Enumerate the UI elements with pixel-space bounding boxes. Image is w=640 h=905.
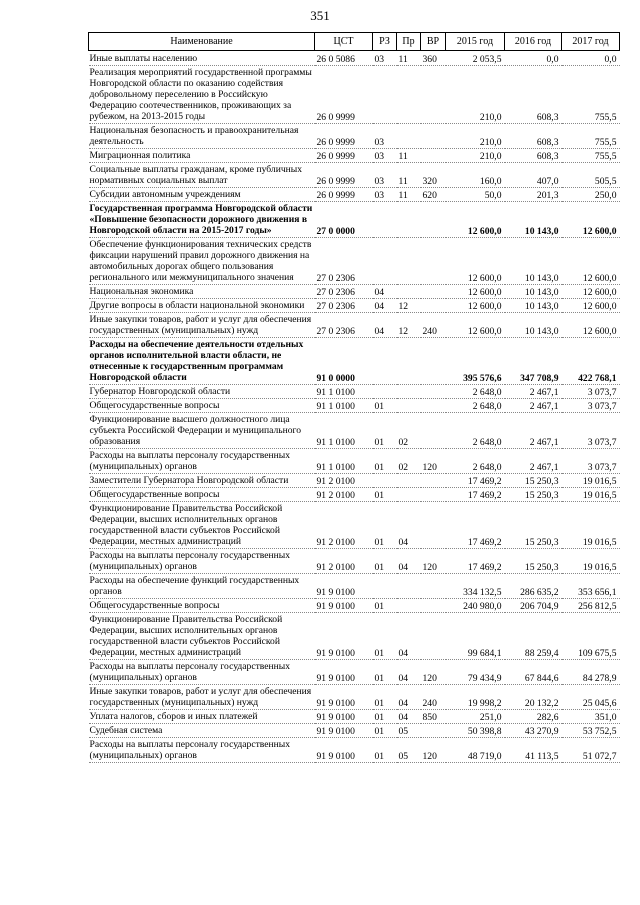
cell-name: Общегосударственные вопросы (89, 599, 315, 613)
cell-rz: 01 (373, 599, 397, 613)
cell-2016: 0,0 (505, 51, 562, 66)
cell-vr: 620 (421, 188, 446, 202)
cell-pr (397, 474, 421, 488)
cell-2017: 19 016,5 (562, 549, 620, 574)
cell-name: Заместители Губернатора Новгородской области (89, 474, 315, 488)
cell-2017: 84 278,9 (562, 660, 620, 685)
cell-2015: 12 600,0 (446, 238, 505, 285)
cell-pr: 11 (397, 188, 421, 202)
cell-pr (397, 488, 421, 502)
table-row (89, 385, 620, 399)
cell-pr (397, 202, 421, 238)
table-body (89, 51, 620, 763)
cell-pr (397, 338, 421, 385)
cell-2017: 3 073,7 (562, 399, 620, 413)
cell-vr (421, 502, 446, 549)
cell-2016: 10 143,0 (505, 299, 562, 313)
cell-vr (421, 399, 446, 413)
table-row (89, 724, 620, 738)
cell-rz: 01 (373, 724, 397, 738)
cell-cst: 26 0 9999 (315, 163, 373, 188)
cell-pr: 04 (397, 685, 421, 710)
cell-cst: 27 0 2306 (315, 285, 373, 299)
cell-2017: 12 600,0 (562, 299, 620, 313)
cell-rz (373, 338, 397, 385)
cell-name: Национальная безопасность и правоохранительная деятельность (89, 124, 315, 149)
cell-2017: 12 600,0 (562, 238, 620, 285)
cell-2015: 79 434,9 (446, 660, 505, 685)
cell-name: Губернатор Новгородской области (89, 385, 315, 399)
cell-name: Национальная экономика (89, 285, 315, 299)
cell-vr (421, 338, 446, 385)
cell-rz (373, 66, 397, 124)
cell-2016: 282,6 (505, 710, 562, 724)
table-row (89, 163, 620, 188)
table-row (89, 188, 620, 202)
cell-cst: 91 2 0100 (315, 502, 373, 549)
budget-table (88, 32, 620, 763)
cell-rz (373, 202, 397, 238)
cell-pr: 12 (397, 299, 421, 313)
cell-vr (421, 124, 446, 149)
cell-2016: 88 259,4 (505, 613, 562, 660)
cell-name: Общегосударственные вопросы (89, 399, 315, 413)
cell-cst: 27 0 2306 (315, 238, 373, 285)
cell-2016: 407,0 (505, 163, 562, 188)
cell-name: Расходы на выплаты персоналу государственных (муниципальных) органов (89, 660, 315, 685)
cell-2015: 12 600,0 (446, 299, 505, 313)
cell-vr (421, 724, 446, 738)
cell-2017: 422 768,1 (562, 338, 620, 385)
cell-cst: 26 0 9999 (315, 188, 373, 202)
cell-rz: 01 (373, 660, 397, 685)
cell-2017: 755,5 (562, 66, 620, 124)
cell-pr: 12 (397, 313, 421, 338)
header-rz: РЗ (373, 33, 397, 51)
cell-vr (421, 474, 446, 488)
cell-2015: 334 132,5 (446, 574, 505, 599)
cell-name: Социальные выплаты гражданам, кроме публичных нормативных социальных выплат (89, 163, 315, 188)
table-row (89, 51, 620, 66)
cell-pr (397, 238, 421, 285)
cell-2015: 2 648,0 (446, 413, 505, 449)
cell-2016: 2 467,1 (505, 413, 562, 449)
cell-pr: 02 (397, 449, 421, 474)
cell-2017: 755,5 (562, 149, 620, 163)
cell-2016: 201,3 (505, 188, 562, 202)
cell-2017: 109 675,5 (562, 613, 620, 660)
cell-2017: 12 600,0 (562, 202, 620, 238)
cell-cst: 91 1 0100 (315, 385, 373, 399)
cell-pr: 04 (397, 660, 421, 685)
cell-rz: 01 (373, 399, 397, 413)
cell-rz: 04 (373, 299, 397, 313)
cell-cst: 91 1 0100 (315, 413, 373, 449)
cell-rz (373, 574, 397, 599)
cell-cst: 91 9 0100 (315, 724, 373, 738)
cell-rz: 03 (373, 163, 397, 188)
cell-rz (373, 474, 397, 488)
cell-2015: 50 398,8 (446, 724, 505, 738)
header-name: Наименование (89, 33, 315, 51)
cell-cst: 27 0 2306 (315, 313, 373, 338)
cell-pr: 04 (397, 502, 421, 549)
cell-vr: 120 (421, 660, 446, 685)
cell-2015: 17 469,2 (446, 488, 505, 502)
table-row (89, 685, 620, 710)
header-2016: 2016 год (505, 33, 562, 51)
cell-name: Уплата налогов, сборов и иных платежей (89, 710, 315, 724)
cell-2017: 3 073,7 (562, 385, 620, 399)
cell-pr (397, 66, 421, 124)
page-number: 351 (310, 8, 330, 23)
cell-2016: 15 250,3 (505, 502, 562, 549)
cell-rz: 01 (373, 710, 397, 724)
cell-pr: 04 (397, 549, 421, 574)
cell-2015: 2 053,5 (446, 51, 505, 66)
table-row (89, 66, 620, 124)
cell-rz: 01 (373, 413, 397, 449)
cell-2017: 12 600,0 (562, 285, 620, 299)
cell-2015: 19 998,2 (446, 685, 505, 710)
cell-2016: 10 143,0 (505, 238, 562, 285)
cell-rz: 01 (373, 613, 397, 660)
cell-rz: 01 (373, 449, 397, 474)
cell-2017: 250,0 (562, 188, 620, 202)
cell-pr: 02 (397, 413, 421, 449)
table-row (89, 449, 620, 474)
cell-pr: 05 (397, 724, 421, 738)
cell-2015: 240 980,0 (446, 599, 505, 613)
cell-name: Обеспечение функционирования технических средств фиксации нарушений правил дорожного движения на автомобильных дорогах общего пользования регионального или межмуниципального значения (89, 238, 315, 285)
cell-rz: 01 (373, 738, 397, 763)
cell-vr (421, 66, 446, 124)
cell-rz: 04 (373, 313, 397, 338)
cell-2015: 395 576,6 (446, 338, 505, 385)
cell-2017: 755,5 (562, 124, 620, 149)
cell-rz: 01 (373, 549, 397, 574)
cell-vr: 120 (421, 549, 446, 574)
header-2017: 2017 год (562, 33, 620, 51)
cell-2017: 19 016,5 (562, 502, 620, 549)
cell-vr: 120 (421, 449, 446, 474)
cell-cst: 91 9 0100 (315, 738, 373, 763)
cell-pr (397, 285, 421, 299)
cell-2017: 351,0 (562, 710, 620, 724)
cell-vr: 240 (421, 313, 446, 338)
table-row (89, 613, 620, 660)
cell-vr (421, 285, 446, 299)
cell-2017: 19 016,5 (562, 474, 620, 488)
cell-2015: 210,0 (446, 124, 505, 149)
cell-vr (421, 149, 446, 163)
cell-2016: 608,3 (505, 66, 562, 124)
table-row (89, 660, 620, 685)
cell-2015: 99 684,1 (446, 613, 505, 660)
table-row (89, 202, 620, 238)
cell-name: Расходы на выплаты персоналу государственных (муниципальных) органов (89, 449, 315, 474)
cell-2017: 0,0 (562, 51, 620, 66)
cell-rz: 01 (373, 502, 397, 549)
cell-2017: 3 073,7 (562, 413, 620, 449)
cell-cst: 26 0 9999 (315, 149, 373, 163)
cell-cst: 26 0 9999 (315, 66, 373, 124)
cell-vr (421, 202, 446, 238)
cell-name: Иные выплаты населению (89, 51, 315, 66)
cell-pr (397, 385, 421, 399)
cell-2016: 10 143,0 (505, 202, 562, 238)
cell-2015: 12 600,0 (446, 285, 505, 299)
cell-rz: 03 (373, 188, 397, 202)
header-vr: ВР (421, 33, 446, 51)
cell-rz (373, 385, 397, 399)
cell-vr (421, 238, 446, 285)
cell-pr (397, 399, 421, 413)
table-row (89, 710, 620, 724)
cell-2015: 17 469,2 (446, 474, 505, 488)
table-row (89, 399, 620, 413)
cell-2016: 608,3 (505, 124, 562, 149)
cell-name: Субсидии автономным учреждениям (89, 188, 315, 202)
cell-name: Функционирование высшего должностного лица субъекта Российской Федерации и муниципального образования (89, 413, 315, 449)
cell-2016: 67 844,6 (505, 660, 562, 685)
cell-2015: 2 648,0 (446, 399, 505, 413)
cell-2016: 41 113,5 (505, 738, 562, 763)
cell-cst: 91 0 0000 (315, 338, 373, 385)
cell-vr (421, 613, 446, 660)
table-row (89, 124, 620, 149)
cell-name: Реализация мероприятий государственной программы Новгородской области по оказанию содействия добровольному переселению в Российскую Федерацию соотечественников, проживающих за рубежом, на 2013-2015 годы (89, 66, 315, 124)
cell-pr: 11 (397, 163, 421, 188)
cell-2016: 10 143,0 (505, 313, 562, 338)
cell-rz: 01 (373, 685, 397, 710)
cell-2016: 43 270,9 (505, 724, 562, 738)
cell-cst: 91 9 0100 (315, 685, 373, 710)
table-row (89, 149, 620, 163)
cell-cst: 91 2 0100 (315, 474, 373, 488)
table-row (89, 413, 620, 449)
cell-pr: 05 (397, 738, 421, 763)
cell-vr (421, 299, 446, 313)
cell-name: Иные закупки товаров, работ и услуг для обеспечения государственных (муниципальных) нужд (89, 685, 315, 710)
cell-2016: 20 132,2 (505, 685, 562, 710)
cell-2015: 251,0 (446, 710, 505, 724)
cell-cst: 91 9 0100 (315, 613, 373, 660)
cell-2016: 2 467,1 (505, 449, 562, 474)
cell-2017: 19 016,5 (562, 488, 620, 502)
table-row (89, 502, 620, 549)
cell-rz: 03 (373, 51, 397, 66)
cell-cst: 91 9 0100 (315, 574, 373, 599)
header-cst: ЦСТ (315, 33, 373, 51)
cell-rz: 03 (373, 124, 397, 149)
cell-rz (373, 238, 397, 285)
table-row (89, 338, 620, 385)
cell-vr (421, 574, 446, 599)
cell-cst: 91 9 0100 (315, 660, 373, 685)
table-row (89, 299, 620, 313)
cell-pr: 11 (397, 149, 421, 163)
cell-2017: 25 045,6 (562, 685, 620, 710)
cell-2016: 10 143,0 (505, 285, 562, 299)
cell-2015: 160,0 (446, 163, 505, 188)
table-row (89, 599, 620, 613)
cell-cst: 91 9 0100 (315, 599, 373, 613)
cell-2015: 2 648,0 (446, 449, 505, 474)
header-2015: 2015 год (446, 33, 505, 51)
cell-pr: 04 (397, 710, 421, 724)
cell-name: Функционирование Правительства Российской Федерации, высших исполнительных органов государственной власти субъектов Российской Федерации, местных администраций (89, 613, 315, 660)
cell-pr (397, 574, 421, 599)
cell-vr: 360 (421, 51, 446, 66)
cell-2016: 15 250,3 (505, 549, 562, 574)
cell-name: Расходы на выплаты персоналу государственных (муниципальных) органов (89, 738, 315, 763)
cell-cst: 27 0 2306 (315, 299, 373, 313)
cell-name: Государственная программа Новгородской области «Повышение безопасности дорожного движения в Новгородской области на 2015-2017 годы» (89, 202, 315, 238)
cell-vr: 240 (421, 685, 446, 710)
cell-2017: 12 600,0 (562, 313, 620, 338)
cell-name: Расходы на обеспечение деятельности отдельных органов исполнительной власти области, не отнесенные к государственным программам Новгородской области (89, 338, 315, 385)
cell-name: Расходы на обеспечение функций государственных органов (89, 574, 315, 599)
table-row (89, 488, 620, 502)
cell-2016: 608,3 (505, 149, 562, 163)
cell-2015: 17 469,2 (446, 502, 505, 549)
cell-2017: 53 752,5 (562, 724, 620, 738)
cell-name: Миграционная политика (89, 149, 315, 163)
cell-cst: 91 9 0100 (315, 710, 373, 724)
cell-2015: 17 469,2 (446, 549, 505, 574)
cell-rz: 03 (373, 149, 397, 163)
cell-cst: 91 2 0100 (315, 488, 373, 502)
table-row (89, 738, 620, 763)
cell-vr: 320 (421, 163, 446, 188)
cell-2015: 2 648,0 (446, 385, 505, 399)
cell-2017: 256 812,5 (562, 599, 620, 613)
cell-vr: 850 (421, 710, 446, 724)
table-row (89, 549, 620, 574)
cell-pr (397, 124, 421, 149)
cell-pr (397, 599, 421, 613)
cell-pr: 11 (397, 51, 421, 66)
cell-vr (421, 599, 446, 613)
cell-2015: 12 600,0 (446, 202, 505, 238)
cell-name: Другие вопросы в области национальной экономики (89, 299, 315, 313)
cell-cst: 91 1 0100 (315, 449, 373, 474)
cell-cst: 27 0 0000 (315, 202, 373, 238)
cell-cst: 91 1 0100 (315, 399, 373, 413)
cell-2016: 347 708,9 (505, 338, 562, 385)
cell-2015: 210,0 (446, 149, 505, 163)
cell-2017: 505,5 (562, 163, 620, 188)
table-header (89, 33, 620, 51)
table-row (89, 238, 620, 285)
cell-cst: 26 0 9999 (315, 124, 373, 149)
cell-rz: 01 (373, 488, 397, 502)
cell-name: Расходы на выплаты персоналу государственных (муниципальных) органов (89, 549, 315, 574)
cell-2016: 15 250,3 (505, 488, 562, 502)
cell-2015: 50,0 (446, 188, 505, 202)
table-row (89, 285, 620, 299)
cell-2017: 353 656,1 (562, 574, 620, 599)
header-pr: Пр (397, 33, 421, 51)
cell-pr: 04 (397, 613, 421, 660)
cell-vr (421, 488, 446, 502)
cell-vr (421, 385, 446, 399)
cell-2015: 210,0 (446, 66, 505, 124)
cell-cst: 91 2 0100 (315, 549, 373, 574)
cell-name: Иные закупки товаров, работ и услуг для обеспечения государственных (муниципальных) нужд (89, 313, 315, 338)
cell-2016: 2 467,1 (505, 385, 562, 399)
cell-2015: 12 600,0 (446, 313, 505, 338)
cell-2016: 2 467,1 (505, 399, 562, 413)
table-row (89, 574, 620, 599)
cell-rz: 04 (373, 285, 397, 299)
cell-name: Общегосударственные вопросы (89, 488, 315, 502)
table-row (89, 474, 620, 488)
cell-2016: 206 704,9 (505, 599, 562, 613)
cell-2017: 3 073,7 (562, 449, 620, 474)
cell-cst: 26 0 5086 (315, 51, 373, 66)
cell-name: Функционирование Правительства Российской Федерации, высших исполнительных органов государственной власти субъектов Российской Федерации, местных администраций (89, 502, 315, 549)
cell-2016: 15 250,3 (505, 474, 562, 488)
cell-2015: 48 719,0 (446, 738, 505, 763)
cell-name: Судебная система (89, 724, 315, 738)
table-row (89, 313, 620, 338)
cell-2016: 286 635,2 (505, 574, 562, 599)
cell-vr (421, 413, 446, 449)
cell-2017: 51 072,7 (562, 738, 620, 763)
cell-vr: 120 (421, 738, 446, 763)
